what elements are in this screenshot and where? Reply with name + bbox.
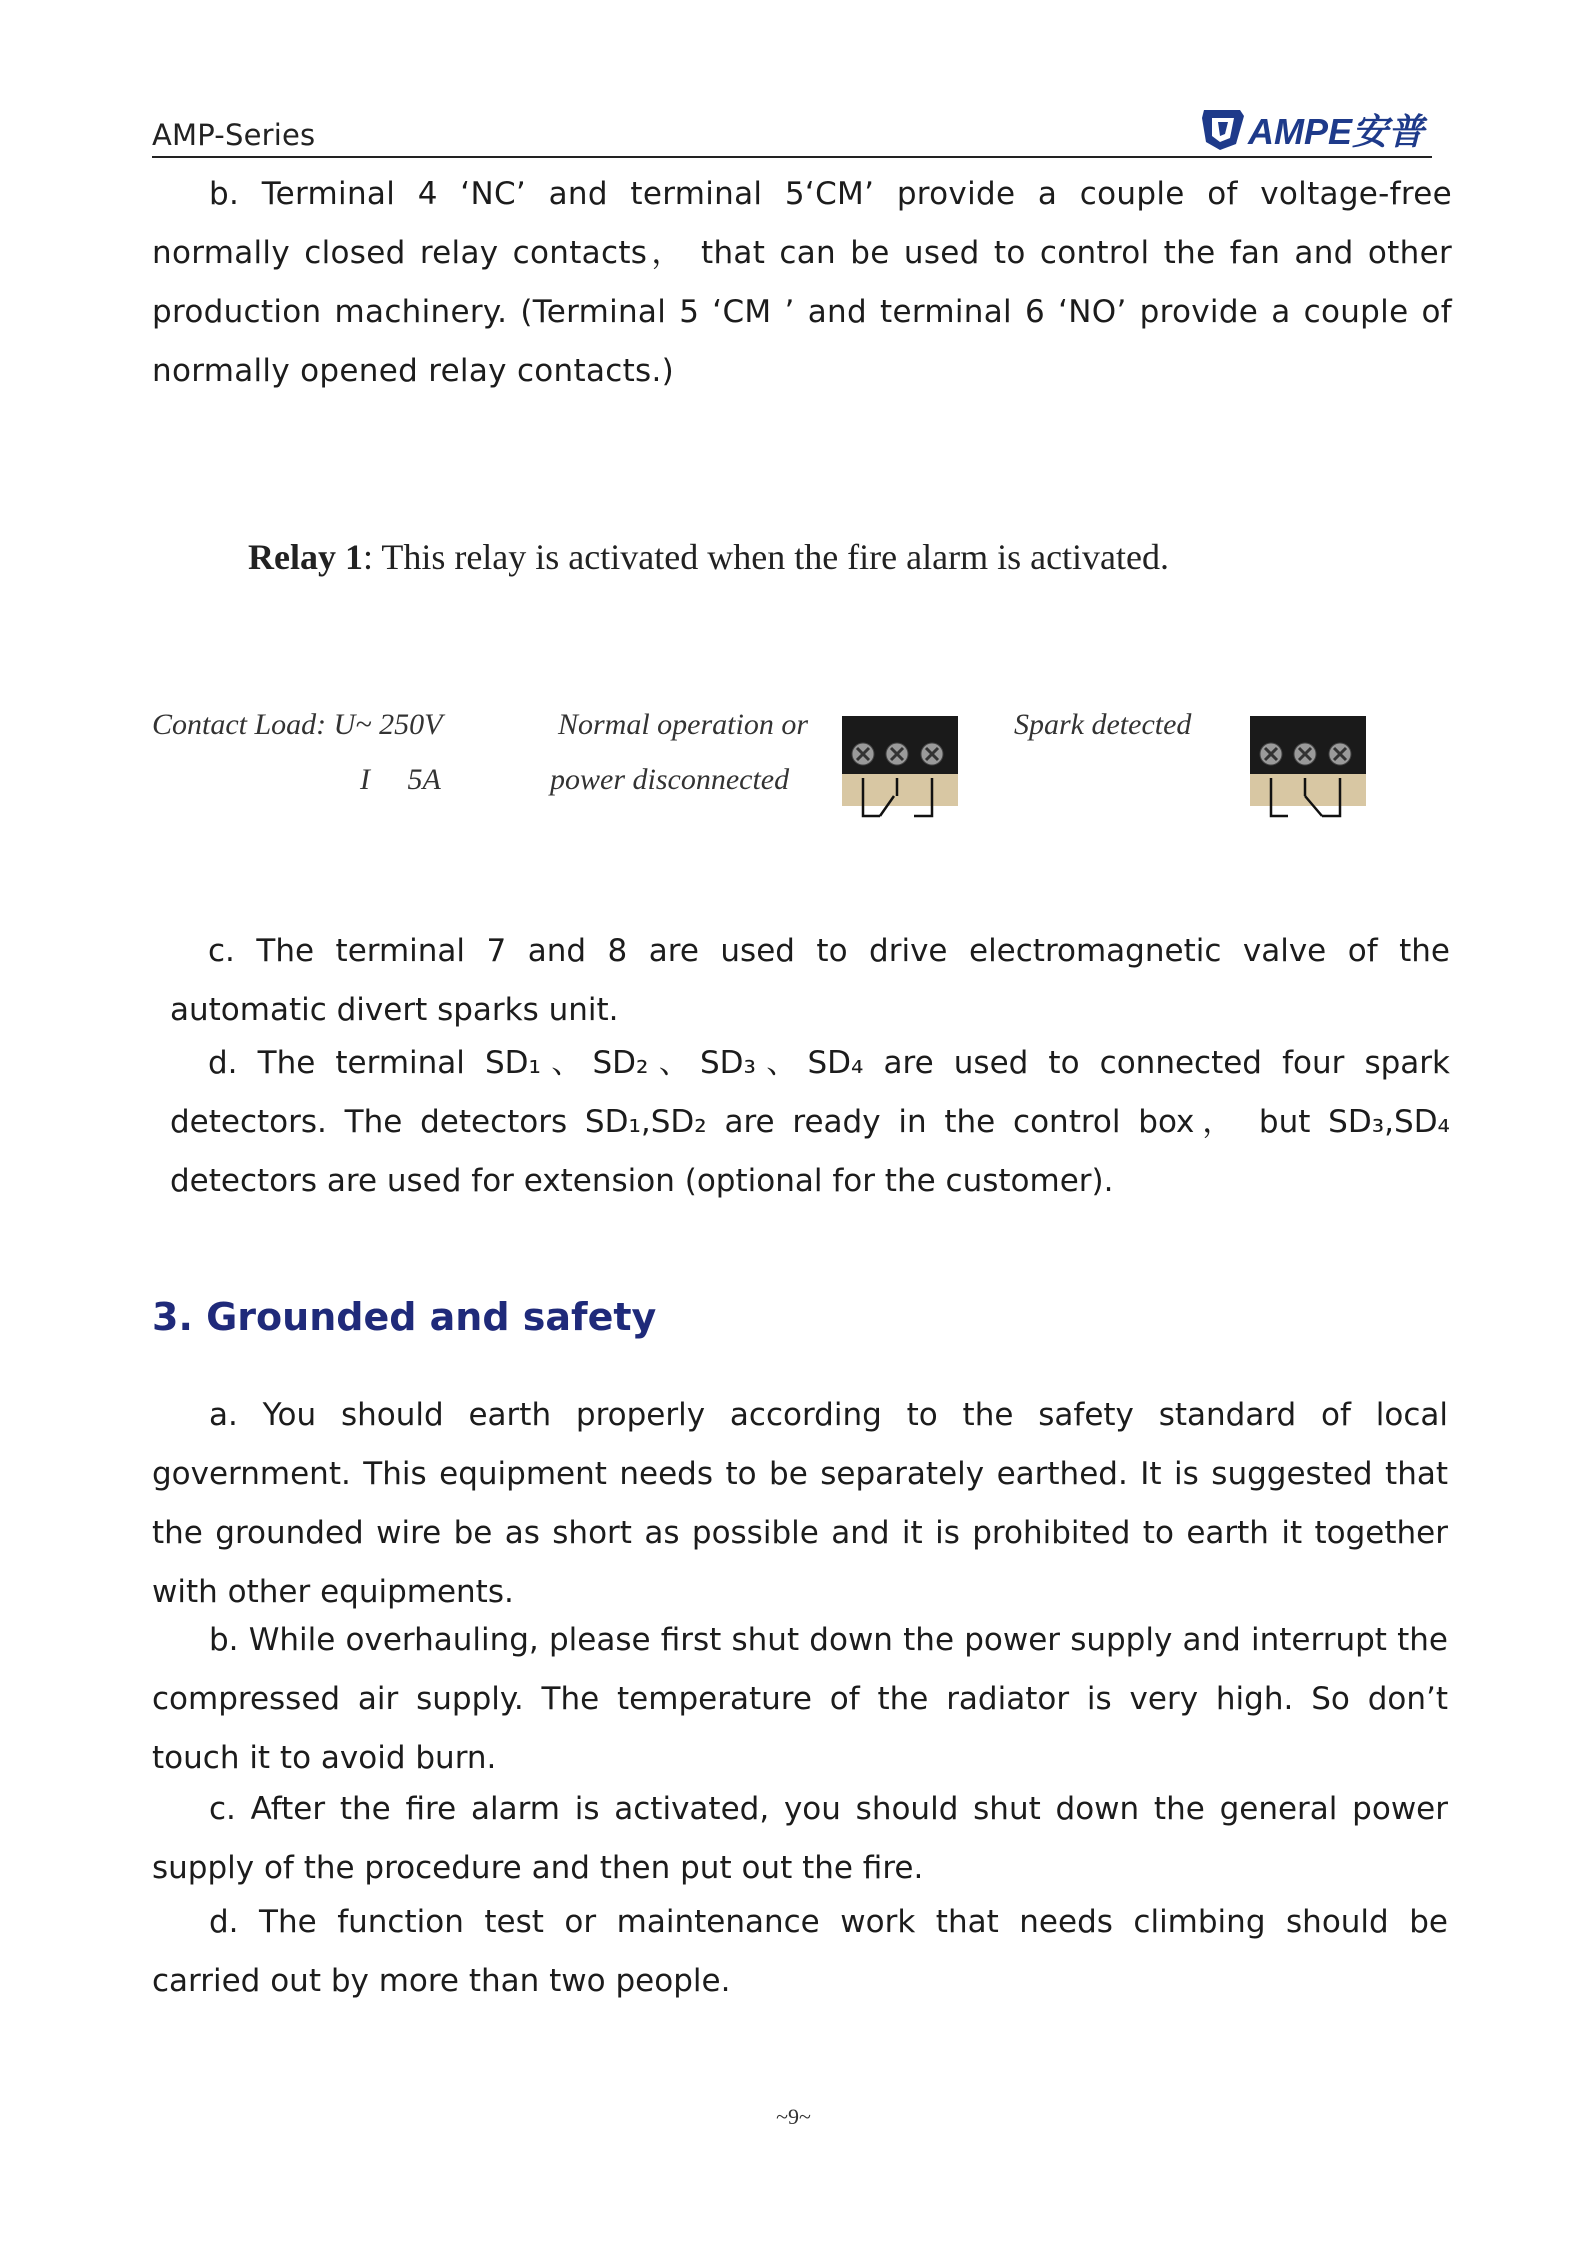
paragraph-terminal-relay: b. Terminal 4 ‘NC’ and terminal 5‘CM’ provide a couple of voltage-free normally closed relay contacts， that can be used to control the fan and other production machinery. (Terminal 5 ‘CM ’ and terminal 6 ‘NO’ provide a couple of normally opened relay contacts.) — [152, 176, 1452, 389]
normal-operation-line1: Normal operation or — [558, 708, 809, 741]
header-series: AMP-Series — [152, 118, 316, 152]
ampe-logo — [1200, 104, 1432, 154]
spark-detected-label: Spark detected — [1014, 708, 1192, 741]
normal-operation-line2: power disconnected — [550, 763, 790, 796]
header-rule — [152, 156, 1432, 158]
terminal-block-spark-diagram — [1250, 716, 1366, 823]
page-number: ~9~ — [776, 2104, 811, 2129]
relay-description: : This relay is activated when the fire alarm is activated. — [362, 537, 1170, 577]
contact-load-label: Contact Load: U~ 250V — [152, 708, 443, 741]
paragraph-terminal-7-8: c. The terminal 7 and 8 are used to drive electromagnetic valve of the automatic divert sparks unit. — [170, 933, 1450, 1028]
paragraph-earthing: a. You should earth properly according to the safety standard of local government. This equipment needs to be separately earthed. It is suggested that the grounded wire be as short as possible and it is prohibited to earth it together with other equipments. — [152, 1397, 1448, 1610]
section-heading-grounded-safety: 3. Grounded and safety — [152, 1295, 657, 1339]
paragraph-fire-alarm: c. After the fire alarm is activated, you should shut down the general power supply of the procedure and then put out the fire. — [152, 1791, 1448, 1886]
relay-title: Relay 1 — [248, 537, 363, 577]
logo-text: AMPE安普 — [1248, 111, 1425, 152]
terminal-block-normal-diagram — [842, 716, 958, 823]
contact-current: I 5A — [360, 763, 441, 796]
relay-heading — [248, 536, 1169, 578]
paragraph-climbing: d. The function test or maintenance work that needs climbing should be carried out by more than two people. — [152, 1904, 1448, 1999]
paragraph-overhauling: b. While overhauling, please first shut down the power supply and interrupt the compressed air supply. The temperature of the radiator is very high. So don’t touch it to avoid burn. — [152, 1622, 1448, 1776]
paragraph-spark-detectors: d. The terminal SD₁、SD₂、SD₃、SD₄ are used to connected four spark detectors. The detectors SD₁,SD₂ are ready in the control box， but SD₃,SD₄ detectors are used for extension (optional for the customer). — [170, 1045, 1450, 1199]
